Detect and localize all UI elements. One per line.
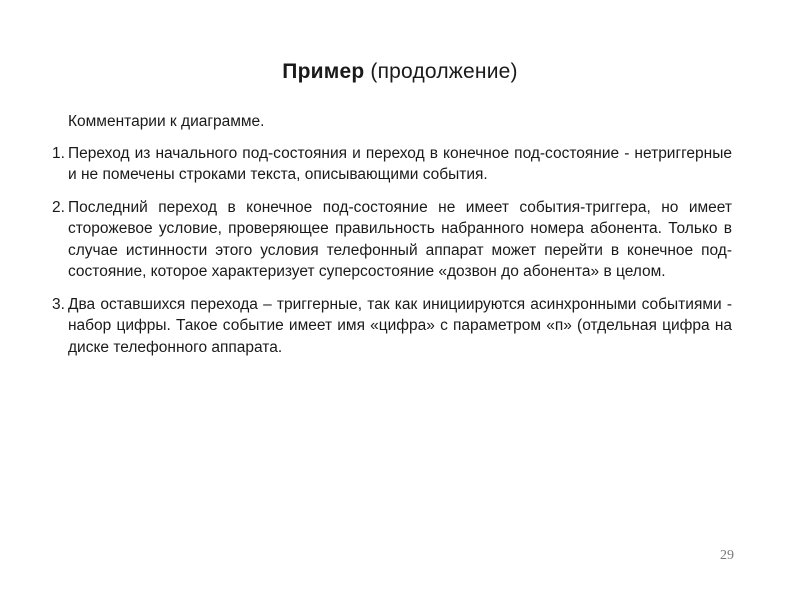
- slide-title-bold: Пример: [282, 60, 365, 83]
- list-item-3: [52, 294, 732, 359]
- list-item-number: 3.: [52, 295, 65, 313]
- slide-title: [0, 60, 800, 84]
- list-item-number: 2.: [52, 198, 65, 216]
- intro-text: Комментарии к диаграмме.: [68, 113, 265, 130]
- list-item-text: Два оставшихся перехода – триггерные, так как инициируются асинхронными событиями - набор цифры. Такое событие имеет имя «цифра» с параметром «п» (отдельная цифра на диске телефонного аппарата.: [68, 295, 732, 356]
- list-item-text: Переход из начального под-состояния и переход в конечное под-состояние - нетриггерные и не помечены строками текста, описывающими события.: [68, 144, 732, 183]
- list-item-number: 1.: [52, 144, 65, 162]
- page-number: 29: [720, 548, 734, 563]
- slide-title-subtitle: (продолжение): [364, 60, 518, 83]
- slide-body: [52, 111, 732, 369]
- list-item-1: [52, 143, 732, 186]
- list-item-text: Последний переход в конечное под-состояние не имеет события-триггера, но имеет сторожевое условие, проверяющее правильность набранного номера абонента. Только в случае истинности этого условия телефонный аппарат может перейти в конечное под-состояние, которое характеризует суперсостояние «дозвон до абонента» в целом.: [68, 198, 732, 280]
- list-item-2: [52, 197, 732, 283]
